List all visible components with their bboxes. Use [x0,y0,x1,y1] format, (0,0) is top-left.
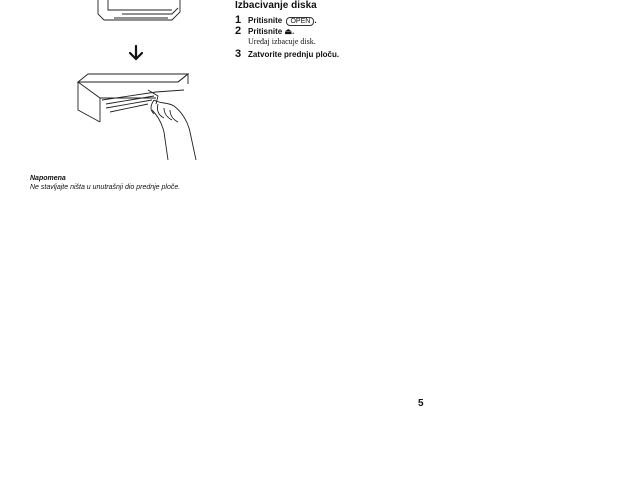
hand-closing-panel-icon [78,74,196,160]
section-title: Izbacivanje diska [235,0,317,11]
step-number: 2 [235,25,242,37]
step-text: Pritisnite ⏏. [248,27,295,36]
step-label: Pritisnite [248,16,283,25]
open-key: OPEN [286,17,314,26]
step-text [248,16,317,26]
step-text: Zatvorite prednju ploču. [248,50,340,59]
step-3 [235,49,495,60]
note [30,174,180,192]
arrow-down-icon [130,46,142,59]
note-text: Ne stavljajte ništa u unutrašnji dio prednje ploče. [30,184,181,191]
instructions-section [235,0,495,60]
step-1 [235,15,495,26]
steps-list [235,15,495,60]
step-suffix: . [314,16,317,25]
note-title: Napomena [30,175,66,182]
step-number: 3 [235,48,242,60]
step-2-detail: Uređaj izbacuje disk. [248,37,316,46]
step-number: 1 [235,14,242,26]
step-2 [235,26,495,37]
illustration [72,0,202,160]
page-number: 5 [418,398,424,409]
open-front-panel-icon [98,0,180,20]
